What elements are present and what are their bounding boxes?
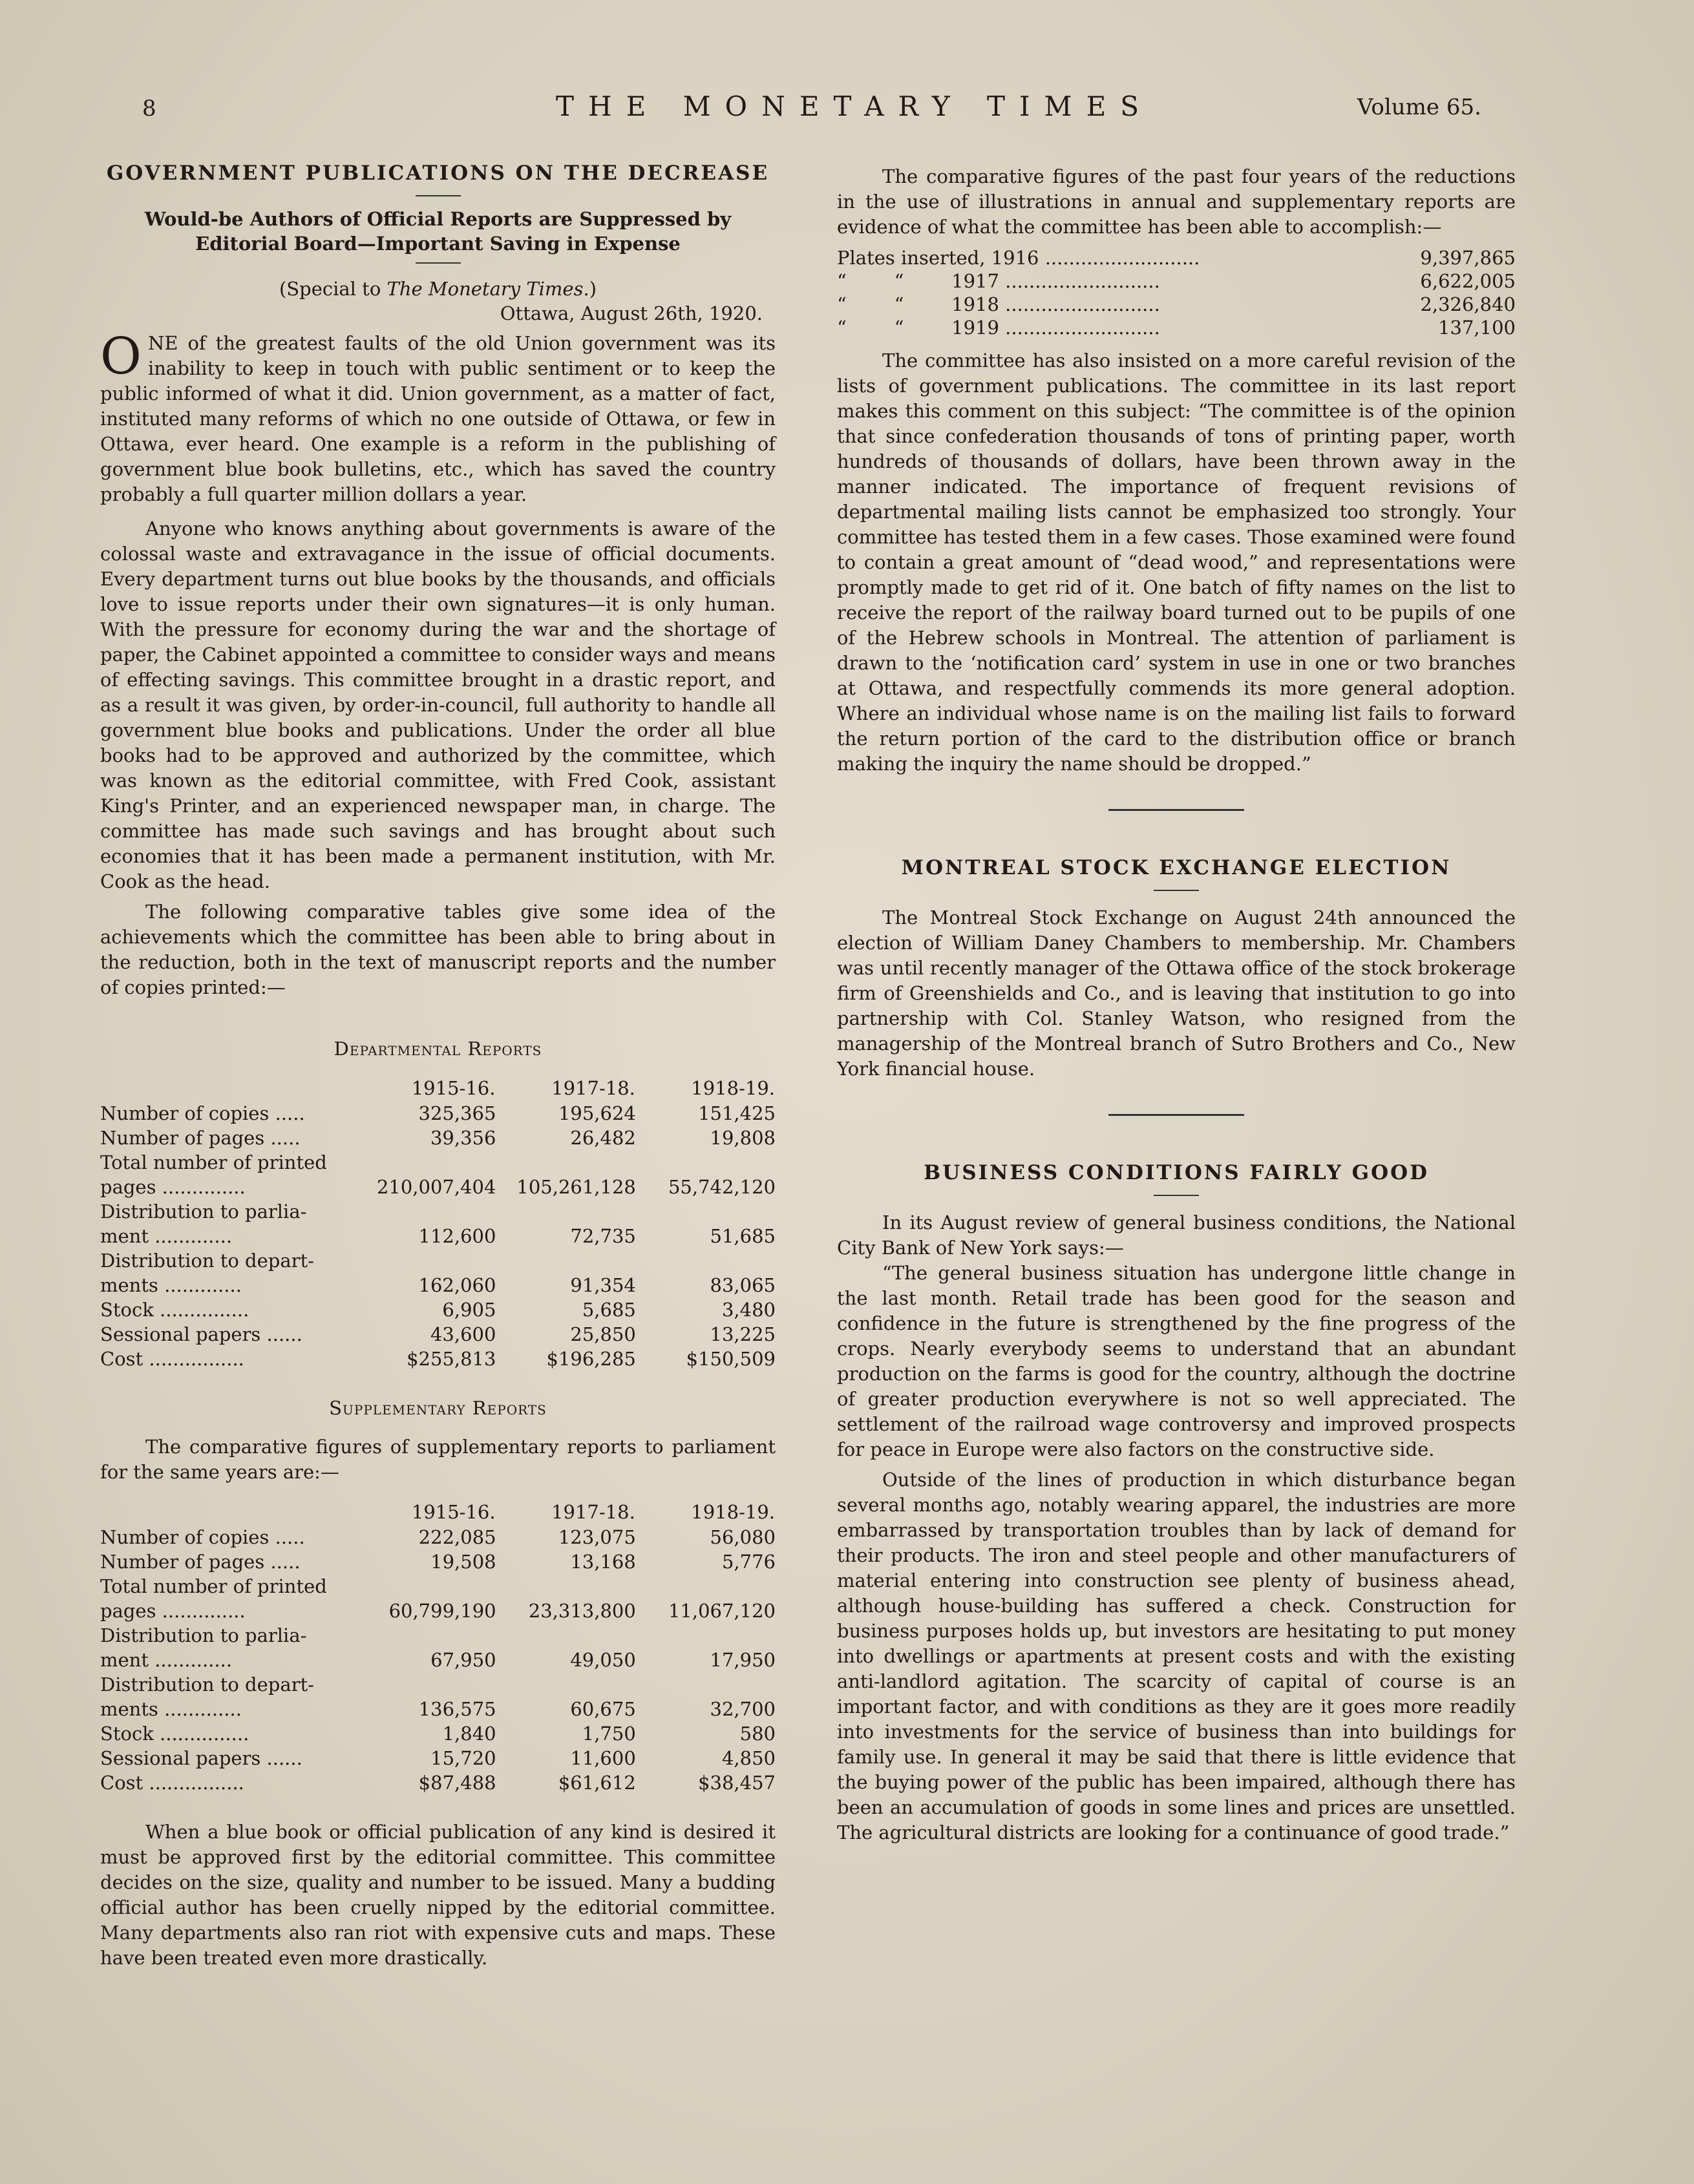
cell-value: 5,776 <box>721 1551 776 1573</box>
table-header-row <box>100 1499 776 1525</box>
article-subtitle: Would-be Authors of Official Reports are Suppressed by Editorial Board—Important Saving in Expense <box>144 208 732 255</box>
plates-label: Plates inserted, 1916 .......................... <box>837 247 1200 269</box>
cell-value: 5,685 <box>582 1299 636 1321</box>
article-title-government-publications: GOVERNMENT PUBLICATIONS ON THE DECREASE <box>106 162 770 185</box>
table-row <box>100 1697 776 1721</box>
paragraph-2: Anyone who knows anything about governments is aware of the colossal waste and extravagance in the issue of official documents. Every department turns out blue books by the thousands, and officials love to issue reports under their own signatures—it is only human. With the pressure for economy during the war and the shortage of paper, the Cabinet appointed a committee to consider ways and means of effecting savings. This committee brought in a drastic report, and as a result it was given, by order-in-council, full authority to handle all government blue books and publications. Under the order all blue books had to be approved and authorized by the committee, which was known as the editorial committee, with Fred Cook, assistant King's Printer, and an experienced newspaper man, in charge. The committee has made such savings and has brought about such economies that it has been made a permanent institution, with Mr. Cook as the head. <box>100 518 776 892</box>
cell-value <box>359 1623 496 1648</box>
cell-value: 13,168 <box>570 1551 636 1573</box>
cell-value <box>496 1672 636 1697</box>
year-header: 1918-19. <box>691 1501 775 1523</box>
row-label: ments ............. <box>100 1698 242 1720</box>
byline-prefix: (Special to <box>279 278 387 300</box>
supplementary-intro: The comparative figures of supplementary reports to parliament for the same years are:— <box>100 1436 776 1483</box>
plates-label: “ “ 1917 .......................... <box>837 270 1160 292</box>
table-row <box>100 1248 776 1273</box>
paragraph-5: The comparative figures of the past four years of the reductions in the use of illustrations in annual and supplementary reports are evidence of what the committee has been able to accomplish:— <box>837 165 1516 238</box>
paragraph-6: The committee has also insisted on a more careful revision of the lists of government publications. The committee in its last report makes this comment on this subject: “The committee is of the opinion that since confederation thousands of tons of printing paper, worth hundreds of thousands of dollars, have been thrown away in the manner indicated. The importance of frequent revisions of departmental mailing lists cannot be emphasized too strongly. Your committee has tested them in a few cases. Those examined were found to contain a great amount of “dead wood,” and representations were promptly made to get rid of it. One batch of fifty names on the list to receive the report of the railway board turned out to be pupils of one of the Hebrew schools in Montreal. The attention of parliament is drawn to the ‘notification card’ system in use in one or two branches at Ottawa, and respectfully commends its more general adoption. Where an individual whose name is on the mailing list fails to forward the return portion of the card to the distribution office or branch making the inquiry the name should be dropped.” <box>837 350 1516 775</box>
row-label: Total number of printed <box>100 1575 327 1597</box>
row-label: Distribution to parlia- <box>100 1201 307 1223</box>
table-row <box>100 1175 776 1199</box>
cell-value <box>359 1150 496 1175</box>
cell-value: 91,354 <box>570 1274 636 1296</box>
cell-value: 67,950 <box>430 1649 496 1671</box>
byline-suffix: .) <box>583 278 597 300</box>
paragraph-4: When a blue book or official publication of any kind is desired it must be approved first by the editorial committee. This committee decides on the size, quality and number to be issued. Many a budding official author has been cruelly nipped by the editorial committee. Many departments also ran riot with expensive cuts and maps. These have been treated even more drastically. <box>100 1821 776 1969</box>
cell-value: 162,060 <box>418 1274 496 1296</box>
plates-value: 9,397,865 <box>1420 247 1516 269</box>
year-header: 1915-16. <box>411 1077 496 1099</box>
cell-value: 195,624 <box>558 1102 636 1124</box>
cell-value <box>636 1623 776 1648</box>
cell-value <box>496 1574 636 1599</box>
masthead: THE MONETARY TIMES <box>556 90 1153 122</box>
cell-value <box>359 1199 496 1224</box>
byline <box>100 278 776 300</box>
row-label: Sessional papers ...... <box>100 1323 302 1345</box>
cell-value: $150,509 <box>686 1348 776 1370</box>
row-label: ment ............. <box>100 1649 233 1671</box>
cell-value: 60,675 <box>570 1698 636 1720</box>
cell-value: 51,685 <box>710 1225 776 1247</box>
table-row <box>100 1549 776 1574</box>
article-title-montreal-stock-exchange: MONTREAL STOCK EXCHANGE ELECTION <box>901 856 1452 879</box>
cell-value: 1,750 <box>582 1723 636 1745</box>
cell-value <box>496 1199 635 1224</box>
table-row <box>100 1623 776 1648</box>
table-row <box>100 1322 776 1347</box>
dateline: Ottawa, August 26th, 1920. <box>500 302 763 324</box>
plates-row <box>837 269 1516 293</box>
cell-value: 1,840 <box>442 1723 496 1745</box>
plates-inserted-table <box>837 246 1516 339</box>
row-label: Cost ................ <box>100 1772 244 1794</box>
supplementary-reports-table <box>100 1499 776 1795</box>
cell-value <box>359 1574 496 1599</box>
row-label: Total number of printed <box>100 1151 327 1173</box>
table-heading-departmental: Departmental Reports <box>334 1038 542 1060</box>
year-header: 1915-16. <box>411 1501 496 1523</box>
title-rule <box>1154 890 1199 891</box>
table-row <box>100 1648 776 1672</box>
plates-label: “ “ 1918 .......................... <box>837 293 1160 315</box>
row-label: pages .............. <box>100 1600 246 1622</box>
table-row <box>100 1347 776 1371</box>
plates-row <box>837 293 1516 316</box>
cell-value: 39,356 <box>430 1127 496 1149</box>
cell-value: 13,225 <box>710 1323 776 1345</box>
business-paragraph-3: Outside of the lines of production in which disturbance began several months ago, notably wearing apparel, the industries are more embarrassed by transportation troubles than by lack of demand for their products. The iron and steel people and other manufacturers of material entering into construction see plenty of business ahead, although house-building has suffered a check. Construction for business purposes holds up, but investors are hesitating to put money into dwellings or apartments at present costs and with the existing anti-landlord agitation. The scarcity of capital of course is an important factor, and with conditions as they are it goes more readily into investments for the service of business than into buildings for family use. In general it may be said that there is little evidence that the buying power of the public has been impaired, although there has been an accumulation of goods in some lines and prices are unsettled. The agricultural districts are looking for a continuance of good trade.” <box>837 1469 1516 1843</box>
year-header: 1917-18. <box>551 1077 635 1099</box>
cell-value <box>496 1248 635 1273</box>
plates-value: 6,622,005 <box>1420 270 1516 292</box>
cell-value: 19,508 <box>430 1551 496 1573</box>
table-row <box>100 1746 776 1770</box>
cell-value: 210,007,404 <box>376 1176 496 1198</box>
row-label: Distribution to depart- <box>100 1250 314 1272</box>
departmental-reports-table <box>100 1075 776 1371</box>
cell-value: 580 <box>739 1723 776 1745</box>
row-label: Stock ............... <box>100 1299 249 1321</box>
cell-value: 123,075 <box>558 1526 636 1548</box>
cell-value: 222,085 <box>418 1526 496 1548</box>
cell-value: 17,950 <box>710 1649 776 1671</box>
cell-value: 49,050 <box>570 1649 636 1671</box>
subtitle-rule <box>416 262 461 264</box>
plates-value: 2,326,840 <box>1420 293 1516 315</box>
paragraph-1-text: NE of the greatest faults of the old Union government was its inability to keep in touch with public sentiment or to keep the public informed of what it did. Union government, as a matter of fact, instituted many reforms of which no one outside of Ottawa, or few in Ottawa, ever heard. One example is a reform in the publishing of government blue book bulletins, etc., which has saved the country probably a full quarter million dollars a year. <box>100 332 776 505</box>
business-paragraph-1: In its August review of general business conditions, the National City Bank of New York says:— <box>837 1212 1516 1259</box>
cell-value <box>496 1150 635 1175</box>
table-heading-supplementary: Supplementary Reports <box>329 1397 547 1419</box>
plates-label: “ “ 1919 .......................... <box>837 317 1160 339</box>
table-row <box>100 1297 776 1322</box>
title-rule <box>1154 1195 1199 1196</box>
table-row <box>100 1101 776 1126</box>
table-row <box>100 1525 776 1549</box>
cell-value: 11,600 <box>570 1747 636 1769</box>
business-paragraph-2: “The general business situation has undergone little change in the last month. Retail trade has been good for the season and confidence in the future is strengthened by the fine progress of the crops. Nearly everybody seems to understand that an abundant production on the farms is good for the country, although the doctrine of greater production everywhere is not so well appreciated. The settlement of the railroad wage controversy and improved prospects for peace in Europe were also factors on the constructive side. <box>837 1262 1516 1460</box>
row-label: ments ............. <box>100 1274 242 1296</box>
cell-value: $61,612 <box>558 1772 636 1794</box>
section-divider <box>1108 809 1244 811</box>
volume-label: Volume 65. <box>1357 94 1481 120</box>
cell-value: 83,065 <box>710 1274 776 1296</box>
table-row <box>100 1199 776 1224</box>
cell-value: 325,365 <box>418 1102 496 1124</box>
cell-value: 55,742,120 <box>668 1176 776 1198</box>
cell-value: 136,575 <box>418 1698 496 1720</box>
row-label: Number of copies ..... <box>100 1102 305 1124</box>
drop-cap: O <box>100 328 142 386</box>
cell-value: 43,600 <box>430 1323 496 1345</box>
cell-value: 26,482 <box>570 1127 636 1149</box>
table-row <box>100 1599 776 1623</box>
row-label: Number of pages ..... <box>100 1551 301 1573</box>
year-header: 1918-19. <box>691 1077 775 1099</box>
table-row <box>100 1273 776 1297</box>
cell-value: $196,285 <box>546 1348 636 1370</box>
table-row <box>100 1770 776 1795</box>
row-label: Number of copies ..... <box>100 1526 305 1548</box>
paragraph-1 <box>100 328 776 507</box>
cell-value: 112,600 <box>418 1225 496 1247</box>
cell-value <box>636 1150 776 1175</box>
cell-value <box>636 1574 776 1599</box>
row-label: Stock ............... <box>100 1723 249 1745</box>
cell-value: 3,480 <box>721 1299 776 1321</box>
year-header: 1917-18. <box>551 1501 635 1523</box>
running-header <box>0 90 1694 129</box>
paragraph-3: The following comparative tables give some idea of the achievements which the committee has been able to bring about in the reduction, both in the text of manuscript reports and the number of copies printed:— <box>100 901 776 998</box>
cell-value: 105,261,128 <box>516 1176 636 1198</box>
cell-value: 15,720 <box>430 1747 496 1769</box>
cell-value: 6,905 <box>442 1299 496 1321</box>
plates-row <box>837 246 1516 269</box>
plates-value: 137,100 <box>1438 317 1516 339</box>
title-rule <box>416 195 461 196</box>
cell-value: $255,813 <box>407 1348 496 1370</box>
row-label: Distribution to parlia- <box>100 1624 307 1646</box>
table-row <box>100 1672 776 1697</box>
table-row <box>100 1150 776 1175</box>
row-label: Number of pages ..... <box>100 1127 301 1149</box>
cell-value <box>636 1199 776 1224</box>
cell-value: 56,080 <box>710 1526 776 1548</box>
cell-value: 60,799,190 <box>388 1600 496 1622</box>
cell-value <box>636 1248 776 1273</box>
cell-value: 25,850 <box>570 1323 636 1345</box>
plates-row <box>837 316 1516 339</box>
cell-value <box>636 1672 776 1697</box>
table-row <box>100 1574 776 1599</box>
byline-publication: The Monetary Times <box>386 278 584 300</box>
montreal-paragraph: The Montreal Stock Exchange on August 24th announced the election of William Daney Chambers to membership. Mr. Chambers was until recently manager of the Ottawa office of the stock brokerage firm of Greenshields and Co., and is leaving that institution to go into partnership with Col. Stanley Watson, who resigned from the managership of the Montreal branch of Sutro Brothers and Co., New York financial house. <box>837 907 1516 1080</box>
cell-value: 11,067,120 <box>668 1600 776 1622</box>
article-title-business-conditions: BUSINESS CONDITIONS FAIRLY GOOD <box>923 1161 1430 1184</box>
left-column <box>100 155 776 1971</box>
cell-value: 19,808 <box>710 1127 776 1149</box>
table-row <box>100 1721 776 1746</box>
cell-value: 4,850 <box>721 1747 776 1769</box>
cell-value <box>496 1623 636 1648</box>
row-label: Distribution to depart- <box>100 1674 314 1696</box>
cell-value <box>359 1248 496 1273</box>
row-label: Cost ................ <box>100 1348 244 1370</box>
row-label: Sessional papers ...... <box>100 1747 302 1769</box>
table-header-row <box>100 1075 776 1101</box>
cell-value: 23,313,800 <box>528 1600 636 1622</box>
cell-value: 72,735 <box>570 1225 636 1247</box>
table-row <box>100 1224 776 1248</box>
row-label: pages .............. <box>100 1176 246 1198</box>
section-divider <box>1108 1114 1244 1116</box>
right-column <box>837 155 1516 1845</box>
table-row <box>100 1126 776 1150</box>
row-label: ment ............. <box>100 1225 233 1247</box>
cell-value: 151,425 <box>698 1102 776 1124</box>
page-number: 8 <box>142 96 156 121</box>
cell-value: $87,488 <box>418 1772 496 1794</box>
cell-value: $38,457 <box>698 1772 776 1794</box>
cell-value: 32,700 <box>710 1698 776 1720</box>
cell-value <box>359 1672 496 1697</box>
